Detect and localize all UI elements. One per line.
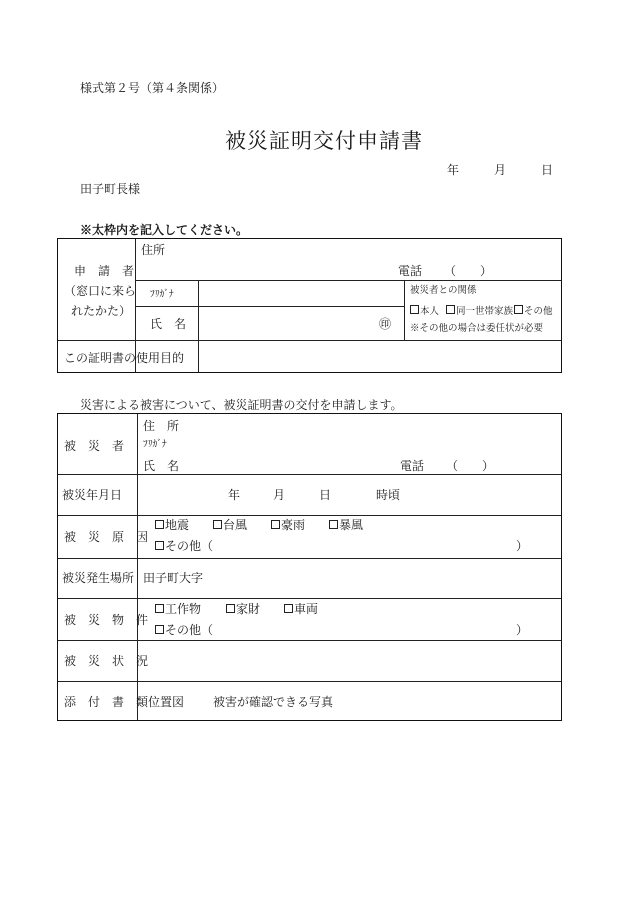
form-number: 様式第２号（第４条関係） xyxy=(80,81,225,95)
checkbox[interactable] xyxy=(514,305,523,314)
place-label: 被災発生場所 xyxy=(62,571,135,585)
cause-option-typhoon[interactable]: 台風 xyxy=(213,519,247,531)
cause-label: 被 災 原 因 xyxy=(64,530,149,544)
property-option-other[interactable]: その他（ xyxy=(155,624,213,636)
applicant-phone-label: 電話 xyxy=(398,264,423,278)
checkbox[interactable] xyxy=(226,604,235,613)
property-option-vehicle[interactable]: 車両 xyxy=(284,603,318,615)
victim-label: 被 災 者 xyxy=(64,439,125,453)
seal-mark: ㊞ xyxy=(379,317,392,331)
date-day-label: 日 xyxy=(541,163,554,177)
checkbox[interactable] xyxy=(155,520,164,529)
relation-option-self[interactable]: 本人 xyxy=(410,305,439,317)
checkbox[interactable] xyxy=(213,520,222,529)
property-option-structure[interactable]: 工作物 xyxy=(155,603,201,615)
applicant-furigana-label: ﾌﾘｶﾞﾅ xyxy=(150,289,174,300)
cause-option-other[interactable]: その他（ xyxy=(155,540,213,552)
date-month-label: 月 xyxy=(494,163,507,177)
checkbox[interactable] xyxy=(284,604,293,613)
relation-option-other[interactable]: その他 xyxy=(514,305,553,317)
property-label: 被 災 物 件 xyxy=(64,613,149,627)
status-label: 被 災 状 況 xyxy=(64,654,149,668)
victim-phone-paren: （ ） xyxy=(446,459,495,473)
cause-option-heavy-rain[interactable]: 豪雨 xyxy=(271,519,305,531)
applicant-address-label: 住所 xyxy=(141,243,166,257)
victim-furigana-label: ﾌﾘｶﾞﾅ xyxy=(143,439,167,450)
damage-date-label: 被災年月日 xyxy=(62,488,123,502)
checkbox[interactable] xyxy=(155,541,164,550)
cause-other-close: ） xyxy=(516,539,529,553)
applicant-label: 申 請 者 xyxy=(74,264,135,278)
cause-option-earthquake[interactable]: 地震 xyxy=(155,519,189,531)
cause-option-storm[interactable]: 暴風 xyxy=(329,519,363,531)
damage-date-year: 年 xyxy=(228,488,241,502)
relation-title: 被災者との関係 xyxy=(410,285,477,296)
property-other-close: ） xyxy=(516,623,529,637)
damage-date-month: 月 xyxy=(273,488,286,502)
checkbox[interactable] xyxy=(329,520,338,529)
applicant-phone-paren: （ ） xyxy=(444,264,493,278)
applicant-label-sub2: れたかた） xyxy=(71,304,132,318)
property-option-household[interactable]: 家財 xyxy=(226,603,260,615)
page-title: 被災証明交付申請書 xyxy=(225,129,423,153)
attach-label: 添 付 書 類 xyxy=(64,695,149,709)
checkbox[interactable] xyxy=(446,305,455,314)
relation-option-family[interactable]: 同一世帯家族 xyxy=(446,305,513,317)
addressee: 田子町長様 xyxy=(80,182,141,196)
checkbox[interactable] xyxy=(271,520,280,529)
relation-note: ※その他の場合は委任状が必要 xyxy=(410,323,544,334)
checkbox[interactable] xyxy=(155,625,164,634)
purpose-label: この証明書の使用目的 xyxy=(64,351,185,365)
applicant-label-sub1: （窓口に来ら xyxy=(64,284,137,298)
date-year-label: 年 xyxy=(447,163,460,177)
checkbox[interactable] xyxy=(155,604,164,613)
instruction-note: ※太枠内を記入してください。 xyxy=(80,223,249,237)
damage-date-day: 日 xyxy=(319,488,332,502)
damage-date-time: 時頃 xyxy=(376,488,401,502)
victim-phone-label: 電話 xyxy=(400,459,425,473)
statement: 災害による被害について、被災証明書の交付を申請します。 xyxy=(80,398,403,412)
victim-address-label: 住 所 xyxy=(143,419,180,433)
attach-item-photo: 被害が確認できる写真 xyxy=(213,695,334,709)
checkbox[interactable] xyxy=(410,305,419,314)
place-value: 田子町大字 xyxy=(143,571,204,585)
victim-name-label: 氏 名 xyxy=(143,459,180,473)
attach-item-map: 位置図 xyxy=(148,695,185,709)
applicant-name-label: 氏 名 xyxy=(150,317,187,331)
